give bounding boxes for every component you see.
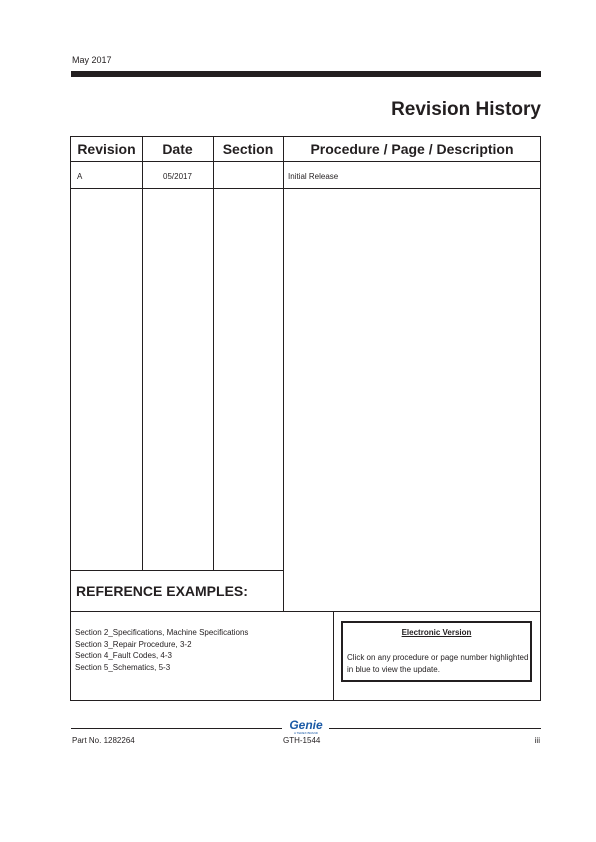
cell-revision: A [77,172,83,181]
bottom-section-divider [70,611,541,612]
column-header-description: Procedure / Page / Description [310,141,514,157]
header-divider [70,161,541,162]
revision-table [70,136,541,701]
column-divider [142,136,143,571]
genie-logo [284,717,328,735]
column-header-date: Date [162,141,193,157]
page-title: Revision History [391,99,541,120]
footer-part-number: Part No. 1282264 [72,736,135,745]
column-divider [213,136,214,571]
header-date: May 2017 [72,55,112,65]
reference-divider [70,570,284,571]
reference-list [75,627,248,673]
reference-example: Section 4_Fault Codes, 4-3 [75,651,172,660]
column-header-revision: Revision [77,141,136,157]
footer-page-number: iii [534,736,540,745]
footer-rule [329,728,541,729]
column-divider [283,136,284,612]
cell-description: Initial Release [288,172,339,181]
reference-example: Section 5_Schematics, 5-3 [75,662,171,672]
row-divider [70,188,541,189]
electronic-version-text: Click on any procedure or page number highlighted in blue to view the update. [347,653,529,674]
reference-example: Section 2_Specifications, Machine Specifications [75,628,249,637]
column-header-section: Section [222,141,274,157]
cell-date: 05/2017 [163,172,192,181]
reference-example: Section 3_Repair Procedure, 3-2 [75,639,192,649]
header-rule [71,71,541,77]
logo-subtext: A TEREX BRAND [294,731,318,735]
footer-model: GTH-1544 [283,736,321,745]
electronic-version-title: Electronic Version [401,628,472,637]
bottom-column-divider [333,611,334,701]
footer-rule [71,728,282,729]
reference-heading: REFERENCE EXAMPLES: [76,583,248,599]
logo-text: Genie [289,718,323,732]
